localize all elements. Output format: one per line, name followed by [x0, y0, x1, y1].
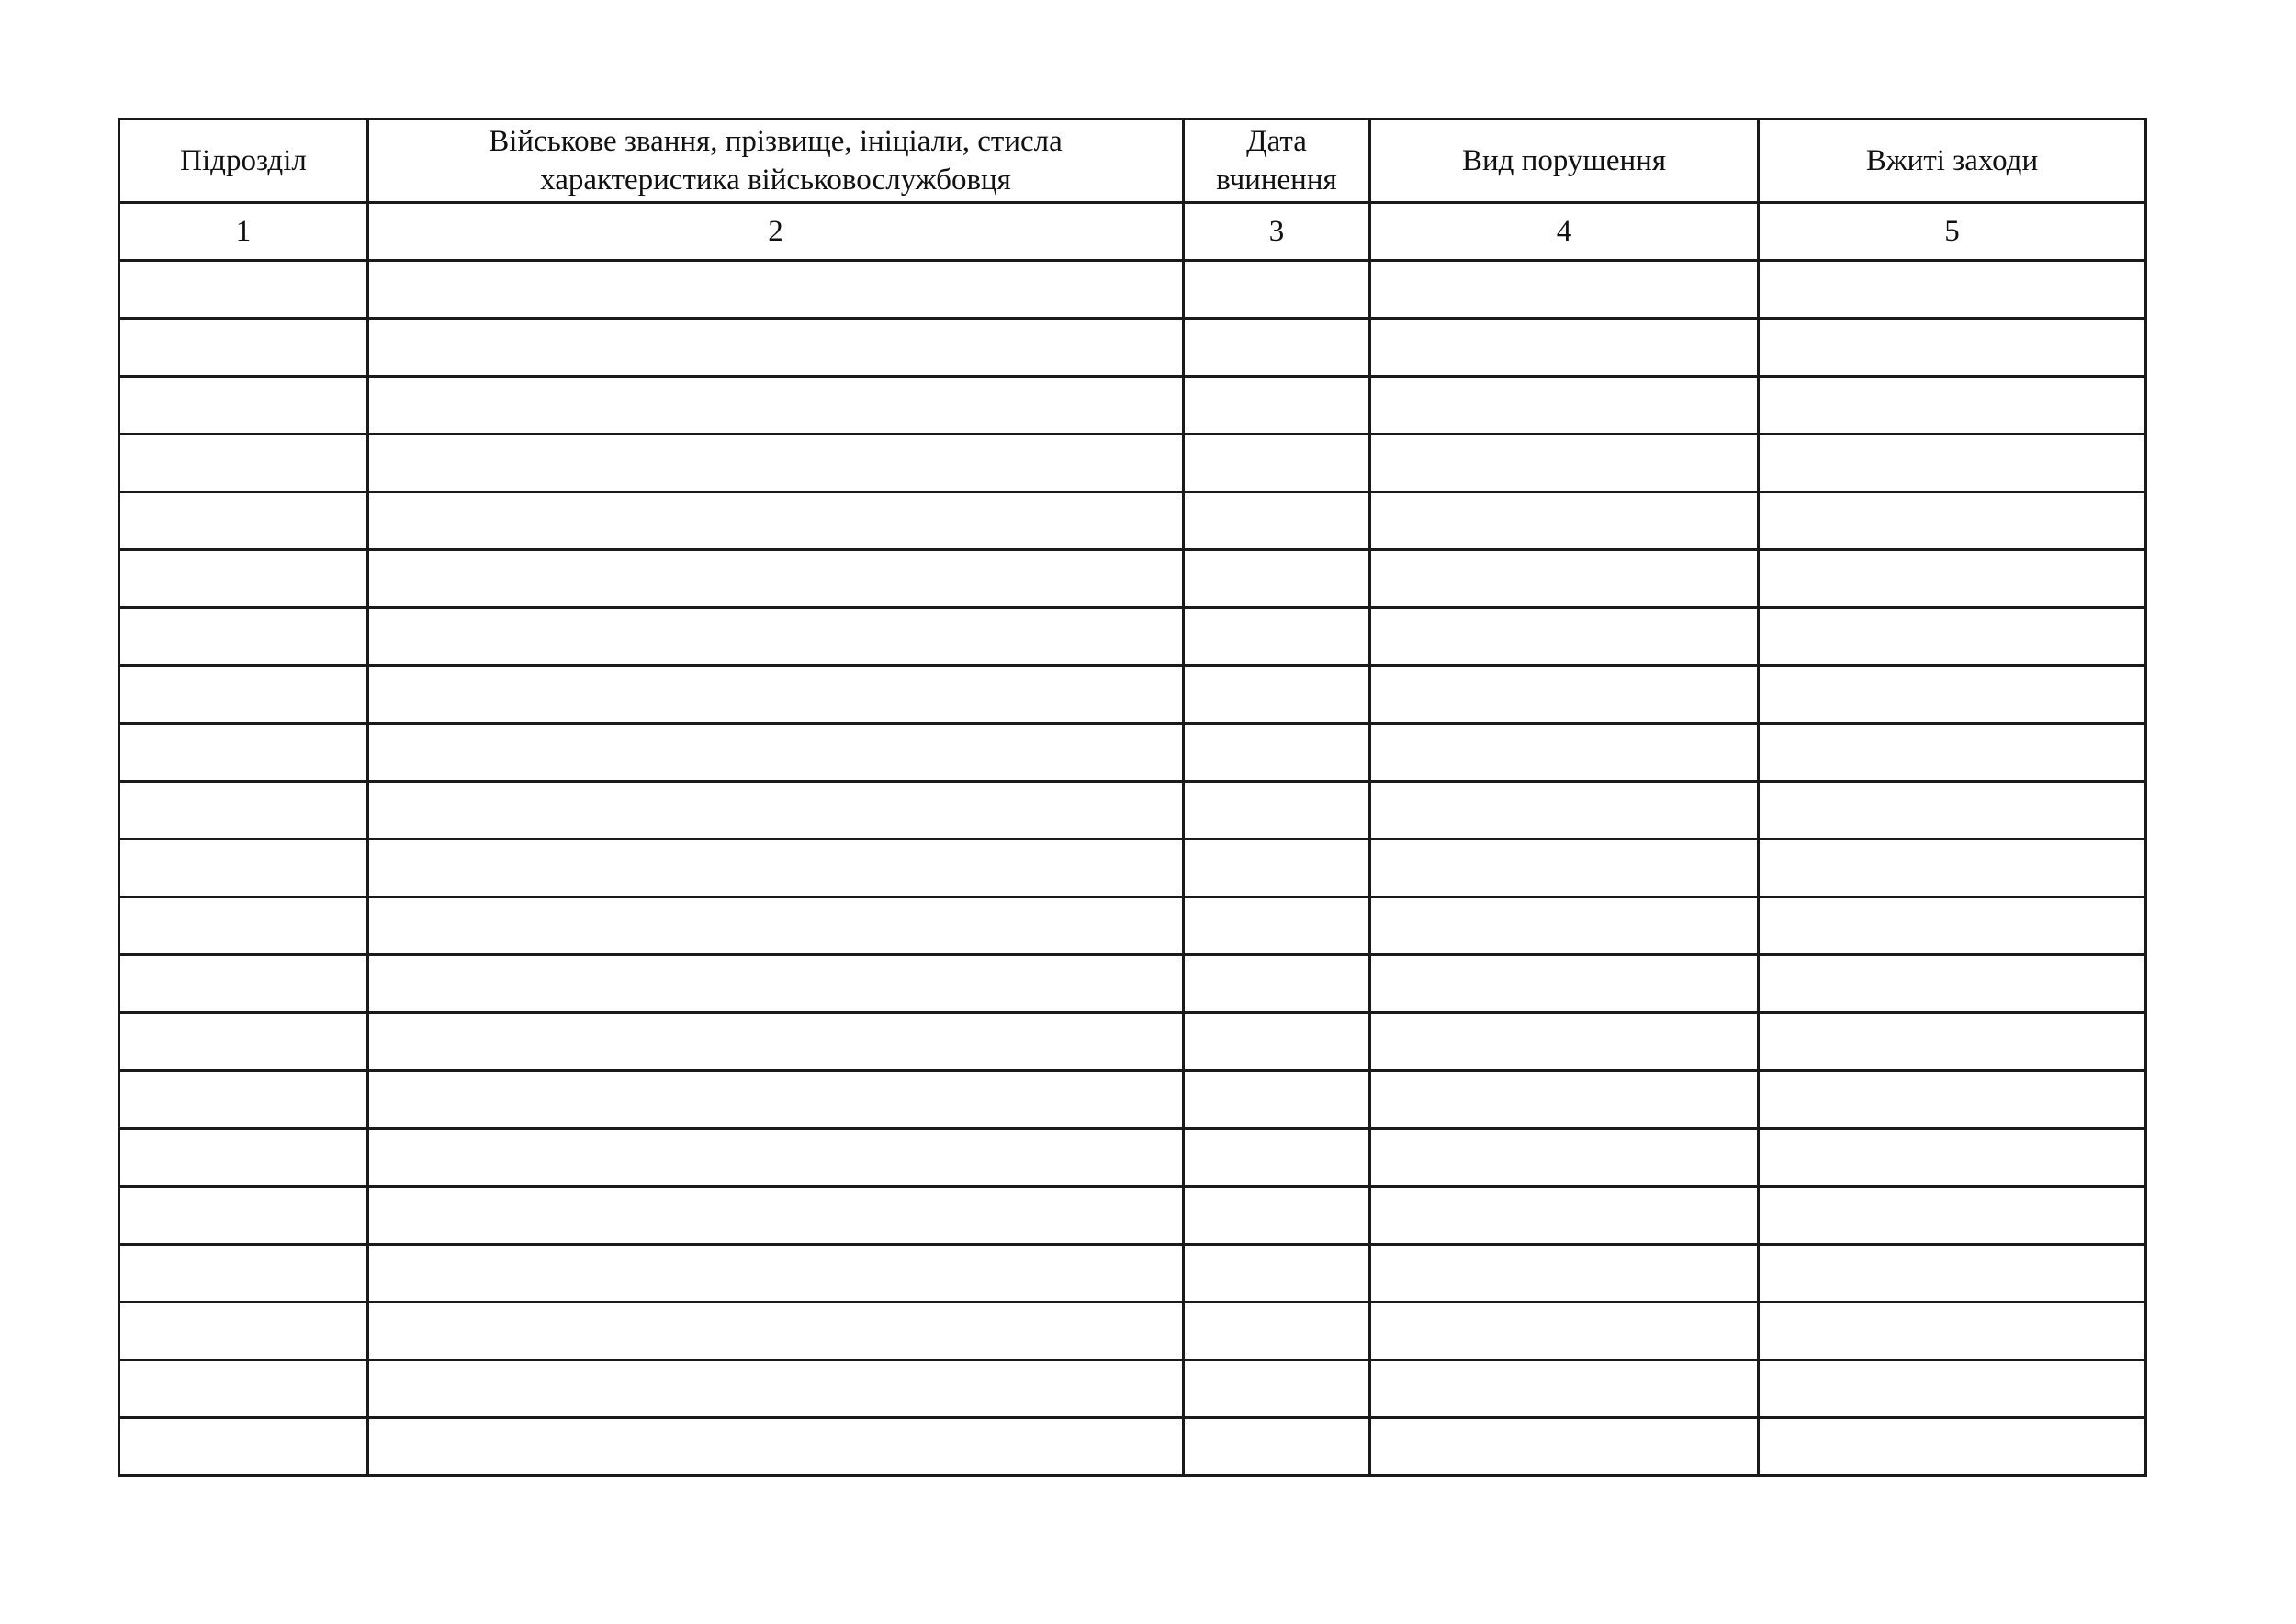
table-row: [119, 955, 2146, 1013]
table-cell: [119, 1245, 368, 1303]
table-cell: [1184, 724, 1370, 782]
table-cell: [1370, 897, 1759, 955]
table-cell: [119, 377, 368, 434]
table-cell: [368, 261, 1184, 319]
column-number: 2: [368, 203, 1184, 261]
table-cell: [1184, 1418, 1370, 1476]
table-row: [119, 1129, 2146, 1187]
table-cell: [1184, 1187, 1370, 1245]
table-cell: [119, 1303, 368, 1360]
table-cell: [119, 492, 368, 550]
table-cell: [1759, 666, 2146, 724]
table-cell: [1759, 840, 2146, 897]
table-cell: [1370, 955, 1759, 1013]
table-cell: [1184, 1303, 1370, 1360]
table-cell: [1370, 666, 1759, 724]
table-cell: [1370, 1360, 1759, 1418]
column-number-row: [119, 203, 2146, 261]
table-cell: [1184, 1360, 1370, 1418]
table-row: [119, 897, 2146, 955]
column-number: 5: [1759, 203, 2146, 261]
table-row: [119, 1245, 2146, 1303]
table-cell: [119, 1187, 368, 1245]
table-cell: [368, 1129, 1184, 1187]
table-cell: [1759, 1187, 2146, 1245]
header-measures: Вжиті заходи: [1759, 119, 2146, 203]
table-row: [119, 666, 2146, 724]
table-cell: [1759, 1418, 2146, 1476]
table-cell: [1759, 608, 2146, 666]
table-cell: [1759, 261, 2146, 319]
table-cell: [119, 782, 368, 840]
header-unit: Підрозділ: [119, 119, 368, 203]
table-cell: [1370, 1418, 1759, 1476]
table-cell: [1370, 261, 1759, 319]
table-row: [119, 782, 2146, 840]
table-cell: [119, 319, 368, 377]
table-cell: [1184, 840, 1370, 897]
table-cell: [368, 724, 1184, 782]
table-cell: [119, 1418, 368, 1476]
table-cell: [1184, 1245, 1370, 1303]
table-cell: [368, 1245, 1184, 1303]
table-row: [119, 261, 2146, 319]
table-cell: [1184, 1129, 1370, 1187]
table-cell: [368, 608, 1184, 666]
table-cell: [1184, 955, 1370, 1013]
table-row: [119, 377, 2146, 434]
table-cell: [1370, 608, 1759, 666]
table-cell: [1370, 1187, 1759, 1245]
table-row: [119, 608, 2146, 666]
table-cell: [1759, 1013, 2146, 1071]
table-cell: [368, 840, 1184, 897]
violations-table: [118, 118, 2147, 1477]
table-cell: [1759, 550, 2146, 608]
table-cell: [1759, 492, 2146, 550]
table-cell: [119, 955, 368, 1013]
header-violation-type: Вид порушення: [1370, 119, 1759, 203]
column-number: 1: [119, 203, 368, 261]
table-cell: [119, 840, 368, 897]
table-cell: [1370, 319, 1759, 377]
table-cell: [1370, 724, 1759, 782]
table-cell: [368, 897, 1184, 955]
table-cell: [368, 1418, 1184, 1476]
table-cell: [368, 1360, 1184, 1418]
table-cell: [368, 1187, 1184, 1245]
table-cell: [119, 434, 368, 492]
table-row: [119, 1303, 2146, 1360]
table-row: [119, 1071, 2146, 1129]
table-cell: [119, 1129, 368, 1187]
table-cell: [1184, 782, 1370, 840]
table-cell: [1759, 1303, 2146, 1360]
column-number: 3: [1184, 203, 1370, 261]
table-cell: [1759, 377, 2146, 434]
table-cell: [368, 1013, 1184, 1071]
table-row: [119, 1013, 2146, 1071]
document-page: [118, 118, 2144, 1477]
header-soldier: Військове звання, прізвище, ініціали, стисла характеристика військовослужбовця: [368, 119, 1184, 203]
table-cell: [1370, 840, 1759, 897]
table-cell: [119, 261, 368, 319]
table-cell: [119, 1071, 368, 1129]
header-row: [119, 119, 2146, 203]
table-cell: [368, 1303, 1184, 1360]
table-cell: [1370, 1013, 1759, 1071]
table-cell: [119, 1360, 368, 1418]
table-cell: [1759, 434, 2146, 492]
table-cell: [1184, 1071, 1370, 1129]
header-date: Дата вчинення: [1184, 119, 1370, 203]
table-cell: [368, 319, 1184, 377]
table-cell: [1184, 377, 1370, 434]
table-row: [119, 840, 2146, 897]
table-cell: [119, 666, 368, 724]
table-cell: [1759, 1245, 2146, 1303]
table-row: [119, 1187, 2146, 1245]
table-cell: [368, 434, 1184, 492]
column-number: 4: [1370, 203, 1759, 261]
table-cell: [1184, 550, 1370, 608]
table-cell: [1184, 897, 1370, 955]
table-cell: [1184, 319, 1370, 377]
table-cell: [1370, 1303, 1759, 1360]
table-cell: [368, 955, 1184, 1013]
table-cell: [1370, 1245, 1759, 1303]
table-cell: [368, 377, 1184, 434]
table-row: [119, 434, 2146, 492]
table-cell: [1759, 724, 2146, 782]
table-cell: [1759, 1071, 2146, 1129]
table-cell: [1370, 550, 1759, 608]
table-cell: [119, 550, 368, 608]
table-cell: [119, 1013, 368, 1071]
table-cell: [119, 724, 368, 782]
table-cell: [1184, 434, 1370, 492]
table-cell: [1759, 897, 2146, 955]
table-cell: [368, 550, 1184, 608]
table-cell: [1184, 608, 1370, 666]
table-cell: [1370, 377, 1759, 434]
table-row: [119, 492, 2146, 550]
table-cell: [1759, 1129, 2146, 1187]
table-row: [119, 319, 2146, 377]
table-row: [119, 1418, 2146, 1476]
table-cell: [1370, 492, 1759, 550]
table-cell: [1759, 319, 2146, 377]
table-body: [119, 261, 2146, 1476]
table-cell: [119, 897, 368, 955]
table-cell: [1759, 1360, 2146, 1418]
table-cell: [1184, 261, 1370, 319]
table-cell: [368, 782, 1184, 840]
table-cell: [119, 608, 368, 666]
table-cell: [1759, 955, 2146, 1013]
table-row: [119, 550, 2146, 608]
table-cell: [1184, 666, 1370, 724]
table-cell: [368, 1071, 1184, 1129]
table-cell: [1184, 492, 1370, 550]
table-cell: [368, 666, 1184, 724]
table-row: [119, 724, 2146, 782]
table-row: [119, 1360, 2146, 1418]
table-cell: [1370, 1071, 1759, 1129]
table-cell: [1759, 782, 2146, 840]
table-cell: [368, 492, 1184, 550]
table-cell: [1184, 1013, 1370, 1071]
table-cell: [1370, 782, 1759, 840]
table-cell: [1370, 1129, 1759, 1187]
table-cell: [1370, 434, 1759, 492]
